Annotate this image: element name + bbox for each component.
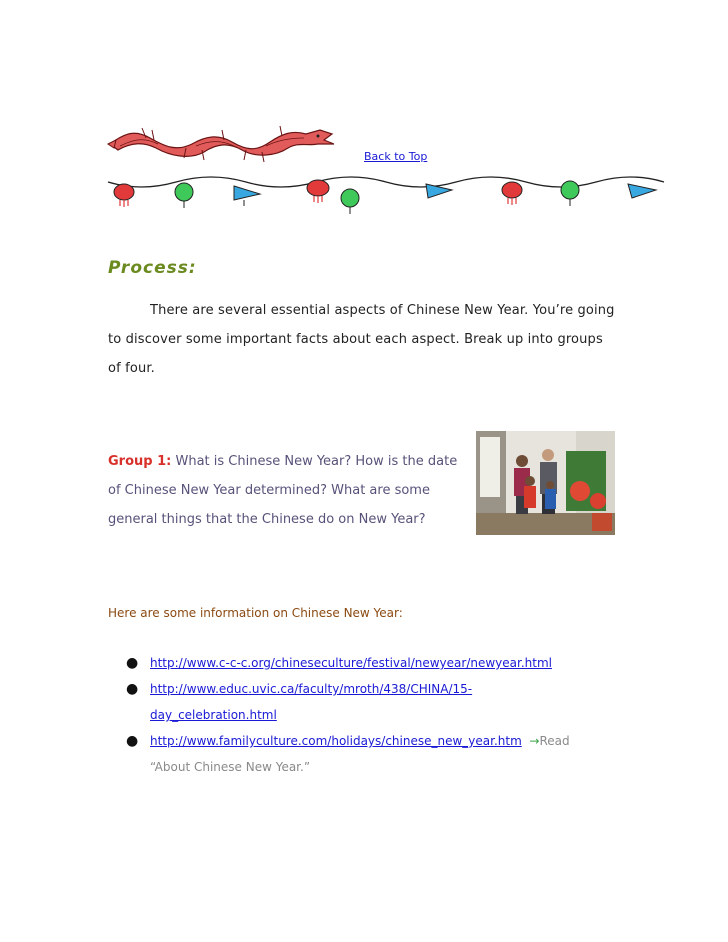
link-line-2: day_celebration.html — [150, 708, 277, 722]
blue-lantern-icon — [234, 186, 260, 206]
green-lantern-icon — [175, 183, 193, 208]
red-lantern-icon — [502, 182, 522, 205]
blue-lantern-icon — [628, 184, 656, 198]
green-lantern-icon — [561, 181, 579, 206]
right-arrow-icon: → — [525, 734, 540, 748]
bullet-icon: ● — [126, 655, 139, 671]
read-note-title: “About Chinese New Year.” — [150, 760, 311, 774]
family-photo — [476, 431, 615, 535]
link-line-1: http://www.educ.uvic.ca/faculty/mroth/438/CHINA/15- — [150, 682, 473, 696]
info-heading: Here are some information on Chinese New Year: — [108, 606, 403, 620]
resource-list — [120, 650, 620, 780]
process-heading: Process: — [108, 258, 197, 278]
green-lantern-icon — [341, 189, 359, 214]
process-paragraph: There are several essential aspects of Chinese New Year. You’re going to discover some important facts about each aspect. Break up into groups of four. — [108, 303, 615, 376]
group-1-label: Group 1: — [108, 454, 172, 469]
group-1-paragraph — [108, 447, 468, 534]
dragon-illustration — [106, 122, 338, 164]
link-uvic-celebration[interactable] — [150, 682, 472, 722]
list-item — [120, 650, 620, 676]
link-familyculture[interactable]: http://www.familyculture.com/holidays/chinese_new_year.htm — [150, 734, 522, 748]
list-item — [120, 728, 620, 780]
group-1-text: What is Chinese New Year? How is the date of Chinese New Year determined? What are some general things that the Chinese do on New Year? — [108, 454, 458, 527]
list-item — [120, 676, 620, 728]
bullet-icon: ● — [126, 733, 139, 749]
red-lantern-icon — [114, 184, 134, 207]
red-lantern-icon — [307, 180, 329, 203]
read-note: Read — [539, 734, 570, 748]
back-to-top-link[interactable]: Back to Top — [364, 150, 428, 163]
lantern-garland — [106, 170, 666, 220]
bullet-icon: ● — [126, 681, 139, 697]
link-ccc-newyear[interactable]: http://www.c-c-c.org/chineseculture/festival/newyear/newyear.html — [150, 656, 552, 670]
